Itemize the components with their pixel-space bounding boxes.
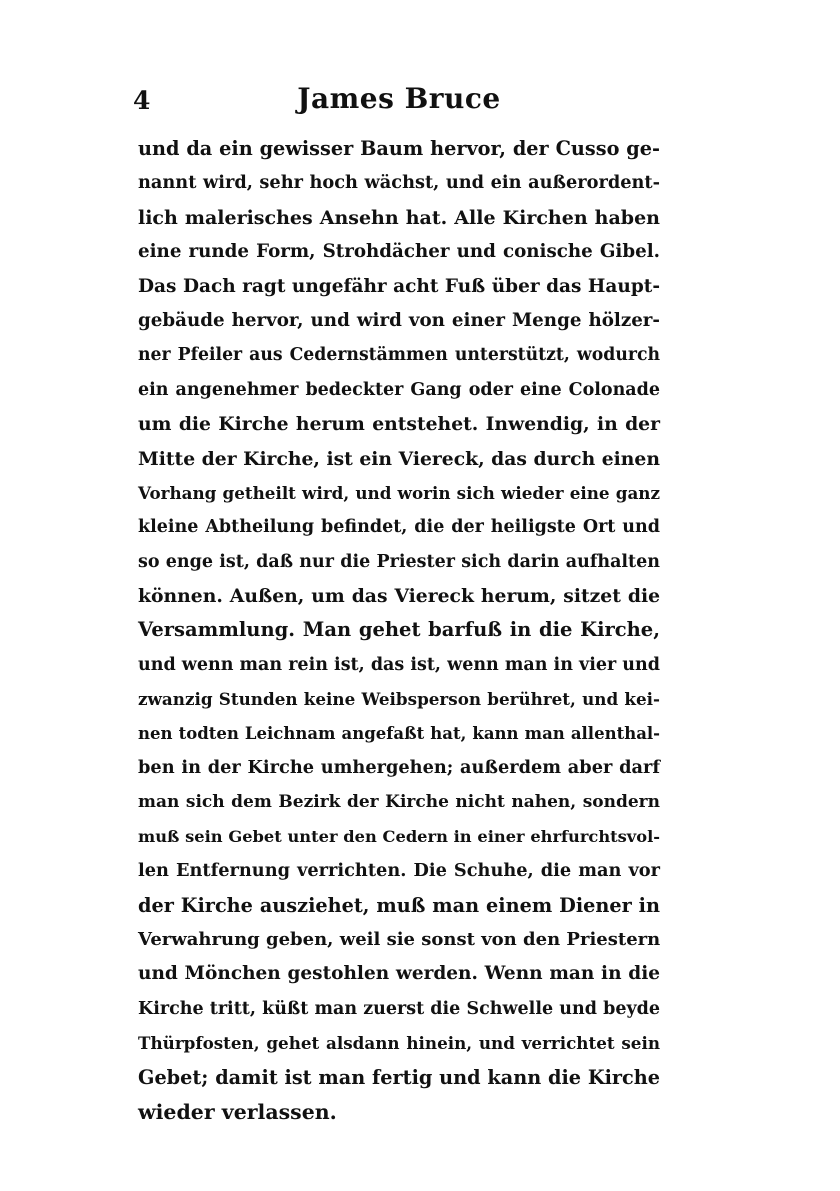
text-line: ner Pfeiler aus Cedernstämmen unterstützt, wodurch: [138, 345, 660, 366]
text-line: so enge ist, daß nur die Priester sich darin aufhalten: [138, 551, 660, 572]
text-line: kleine Abtheilung befindet, die der heiligste Ort und: [138, 517, 660, 538]
text-line: Das Dach ragt ungefähr acht Fuß über das Haupt-: [138, 275, 660, 297]
text-line: und da ein gewisser Baum hervor, der Cusso ge-: [138, 137, 660, 160]
text-line: Verwahrung geben, weil sie sonst von den Priestern: [138, 928, 661, 950]
body-text: [138, 132, 660, 1129]
running-head: [133, 82, 665, 122]
text-line: Vorhang getheilt wird, und worin sich wieder eine ganz: [138, 482, 660, 503]
text-line: lich malerisches Ansehn hat. Alle Kirchen haben: [138, 206, 660, 229]
text-line: wieder verlassen.: [138, 1099, 337, 1124]
text-line: der Kirche ausziehet, muß man einem Diener in: [138, 893, 660, 917]
text-line: und wenn man rein ist, das ist, wenn man in vier und: [138, 654, 660, 675]
text-line: Gebet; damit ist man fertig und kann die Kirche: [138, 1065, 660, 1089]
page-number: 4: [133, 86, 151, 115]
text-line: nen todten Leichnam angefaßt hat, kann man allenthal-: [138, 723, 660, 743]
text-line: Mitte der Kirche, ist ein Viereck, das durch einen: [138, 447, 660, 470]
text-line: man sich dem Bezirk der Kirche nicht nahen, sondern: [138, 792, 660, 813]
text-line: und Mönchen gestohlen werden. Wenn man in die: [138, 963, 660, 985]
text-line: len Entfernung verrichten. Die Schuhe, die man vor: [138, 860, 660, 882]
text-line: können. Außen, um das Viereck herum, sitzet die: [138, 585, 660, 608]
text-line: Versammlung. Man gehet barfuß in die Kirche,: [138, 618, 660, 642]
text-line: ein angenehmer bedeckter Gang oder eine Colonade: [138, 379, 660, 400]
text-line: nannt wird, sehr hoch wächst, und ein außerordent-: [138, 172, 660, 194]
running-title: James Bruce: [297, 82, 501, 115]
text-line: um die Kirche herum entstehet. Inwendig, in der: [138, 413, 660, 436]
text-line: Thürpfosten, gehet alsdann hinein, und verrichtet sein: [138, 1033, 660, 1054]
text-line: gebäude hervor, und wird von einer Menge hölzer-: [138, 309, 660, 331]
text-line: Kirche tritt, küßt man zuerst die Schwelle und beyde: [138, 998, 660, 1019]
text-line: eine runde Form, Strohdächer und conische Gibel.: [138, 241, 660, 263]
text-line: zwanzig Stunden keine Weibsperson berühret, und kei-: [138, 689, 660, 710]
text-line: muß sein Gebet unter den Cedern in einer ehrfurchtsvol-: [138, 826, 660, 846]
text-line: ben in der Kirche umhergehen; außerdem aber darf: [138, 757, 660, 779]
